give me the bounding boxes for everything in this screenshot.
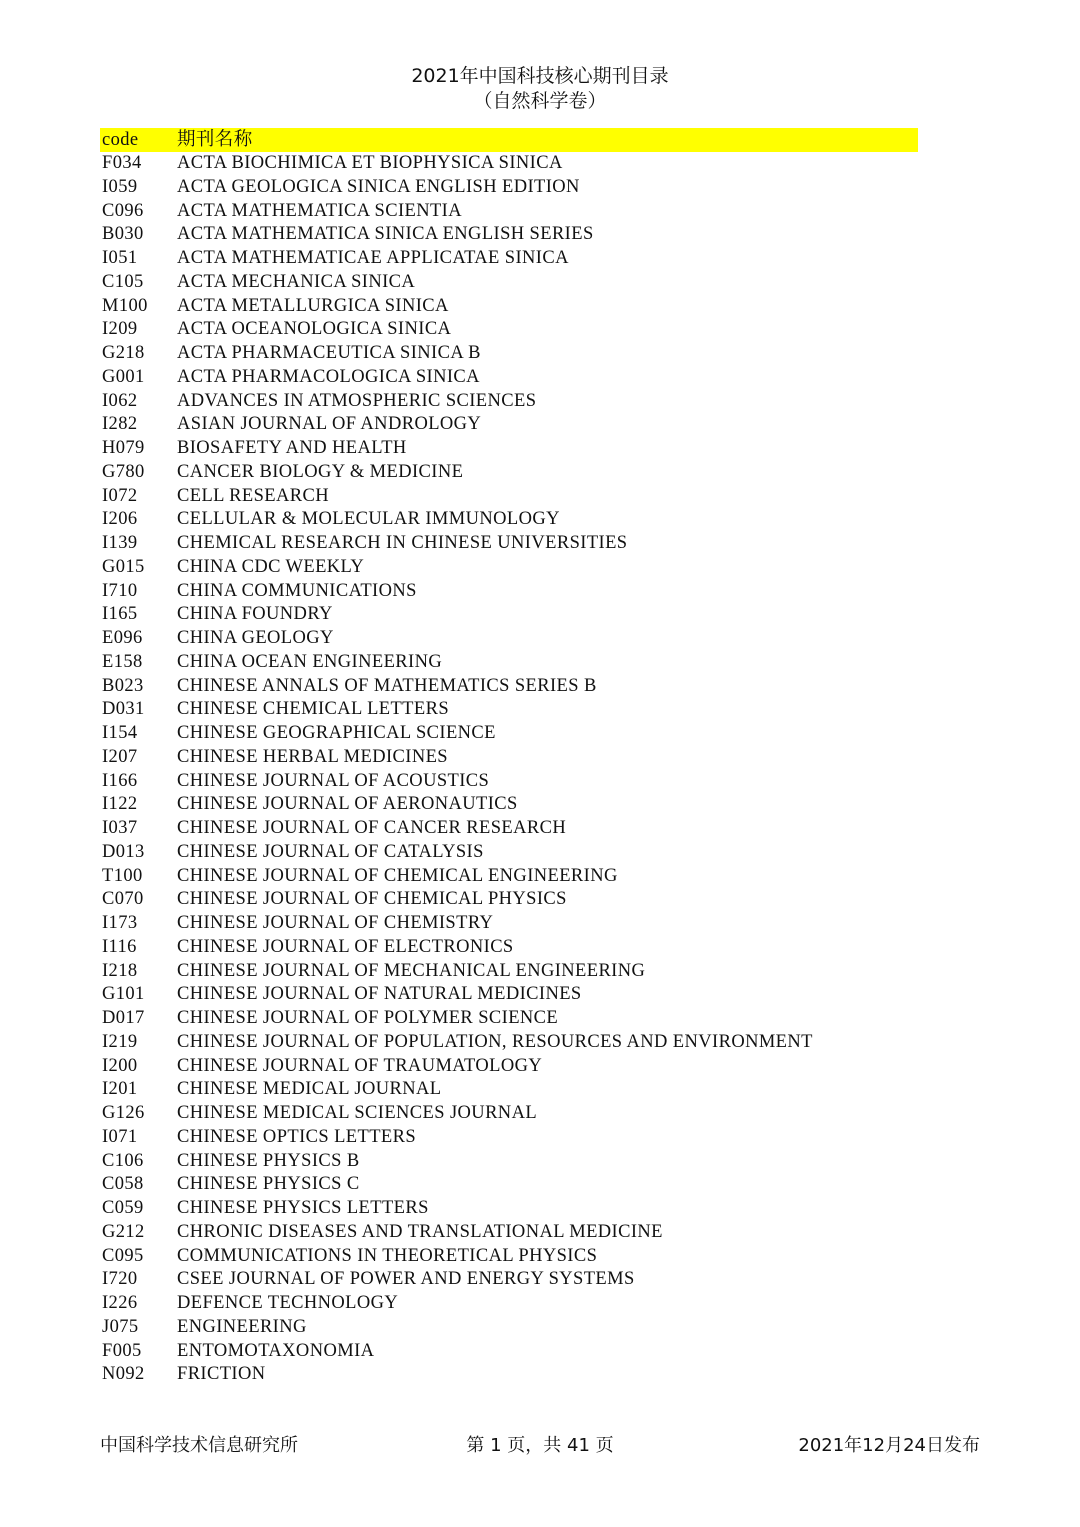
journal-code: I209 xyxy=(102,319,138,340)
journal-code: E096 xyxy=(102,628,143,648)
table-row xyxy=(100,390,918,414)
journal-code: I218 xyxy=(102,960,138,981)
table-row xyxy=(100,413,918,437)
table-row xyxy=(100,793,918,817)
table-row xyxy=(100,152,918,176)
journal-code: I219 xyxy=(102,1031,138,1052)
journal-code: J075 xyxy=(102,1316,139,1337)
journal-code: I166 xyxy=(102,770,138,791)
page-footer xyxy=(0,1433,1080,1459)
journal-name: CHINESE JOURNAL OF CATALYSIS xyxy=(177,841,484,862)
journal-code: I200 xyxy=(102,1055,138,1076)
journal-name: CHINESE ANNALS OF MATHEMATICS SERIES B xyxy=(177,675,597,696)
journal-name: CHINESE PHYSICS B xyxy=(177,1150,360,1171)
journal-code: B030 xyxy=(102,224,144,245)
journal-name: CHINESE JOURNAL OF POLYMER SCIENCE xyxy=(177,1008,559,1028)
table-row xyxy=(100,936,918,960)
journal-name: COMMUNICATIONS IN THEORETICAL PHYSICS xyxy=(177,1245,598,1266)
table-body xyxy=(100,152,918,1387)
journal-name: CELLULAR & MOLECULAR IMMUNOLOGY xyxy=(177,509,560,530)
journal-code: I071 xyxy=(102,1126,138,1147)
journal-code: T100 xyxy=(102,865,143,886)
journal-name: CHINA CDC WEEKLY xyxy=(177,556,365,577)
table-row xyxy=(100,651,918,675)
journal-name: CHINESE PHYSICS LETTERS xyxy=(177,1198,429,1218)
journal-name: ADVANCES IN ATMOSPHERIC SCIENCES xyxy=(177,390,537,411)
journal-code: D017 xyxy=(102,1008,145,1028)
journal-code: I201 xyxy=(102,1079,138,1100)
table-row xyxy=(100,556,918,580)
journal-name: CHINESE JOURNAL OF TRAUMATOLOGY xyxy=(177,1055,543,1076)
journal-name: CHINA OCEAN ENGINEERING xyxy=(177,651,443,672)
journal-code: I072 xyxy=(102,485,138,506)
journal-name: CHRONIC DISEASES AND TRANSLATIONAL MEDICINE xyxy=(177,1221,663,1242)
journal-name: CHINESE JOURNAL OF ELECTRONICS xyxy=(177,936,514,957)
table-row xyxy=(100,770,918,794)
journal-code: F005 xyxy=(102,1340,142,1361)
journal-name: CHINESE CHEMICAL LETTERS xyxy=(177,699,450,720)
journal-code: I206 xyxy=(102,509,138,530)
table-row xyxy=(100,176,918,200)
table-row xyxy=(100,1031,918,1055)
table-row xyxy=(100,746,918,770)
journal-name: BIOSAFETY AND HEALTH xyxy=(177,438,407,458)
table-row xyxy=(100,865,918,889)
footer-publisher: 中国科学技术信息研究所 xyxy=(100,1435,298,1456)
table-row xyxy=(100,437,918,461)
table-row xyxy=(100,508,918,532)
table-row xyxy=(100,1055,918,1079)
journal-name: CHINESE MEDICAL JOURNAL xyxy=(177,1079,442,1100)
journal-name: CHINESE JOURNAL OF MECHANICAL ENGINEERING xyxy=(177,960,646,981)
journal-code: M100 xyxy=(102,295,148,316)
journal-code: I207 xyxy=(102,746,138,767)
table-row xyxy=(100,1245,918,1269)
journal-code: G212 xyxy=(102,1221,145,1242)
table-row xyxy=(100,318,918,342)
journal-code: G780 xyxy=(102,461,145,482)
document-header xyxy=(0,64,1080,114)
journal-name: CHINESE JOURNAL OF CHEMICAL ENGINEERING xyxy=(177,865,618,886)
table-row xyxy=(100,247,918,271)
journal-code: C096 xyxy=(102,200,144,221)
table-row xyxy=(100,1197,918,1221)
journal-name: CHINESE MEDICAL SCIENCES JOURNAL xyxy=(177,1103,538,1123)
table-row xyxy=(100,1126,918,1150)
journal-code: C095 xyxy=(102,1245,144,1266)
table-row xyxy=(100,888,918,912)
journal-code: B023 xyxy=(102,675,144,696)
table-row xyxy=(100,366,918,390)
journal-code: I226 xyxy=(102,1293,138,1313)
journal-code: C070 xyxy=(102,889,144,910)
journal-code: N092 xyxy=(102,1364,145,1385)
journal-name: ACTA GEOLOGICA SINICA ENGLISH EDITION xyxy=(177,176,580,197)
table-row xyxy=(100,1316,918,1340)
journal-name: ACTA PHARMACOLOGICA SINICA xyxy=(177,366,480,387)
journal-code: D031 xyxy=(102,699,145,720)
table-row xyxy=(100,1173,918,1197)
journal-name: ACTA MATHEMATICAE APPLICATAE SINICA xyxy=(177,248,569,268)
table-row xyxy=(100,1221,918,1245)
journal-name: ENGINEERING xyxy=(177,1316,307,1337)
journal-code: I173 xyxy=(102,913,138,933)
table-row xyxy=(100,841,918,865)
journal-code: C058 xyxy=(102,1174,144,1195)
journal-table xyxy=(100,128,918,1387)
journal-code: G015 xyxy=(102,556,145,577)
table-row xyxy=(100,675,918,699)
table-row xyxy=(100,1363,918,1387)
table-row xyxy=(100,1150,918,1174)
journal-name: CHINESE JOURNAL OF POPULATION, RESOURCES AND ENVIRONMENT xyxy=(177,1031,813,1052)
journal-name: CHEMICAL RESEARCH IN CHINESE UNIVERSITIES xyxy=(177,533,628,553)
journal-name: CHINESE GEOGRAPHICAL SCIENCE xyxy=(177,723,496,743)
journal-name: ACTA MECHANICA SINICA xyxy=(177,271,416,292)
journal-name: ASIAN JOURNAL OF ANDROLOGY xyxy=(177,414,482,435)
journal-code: C106 xyxy=(102,1150,144,1171)
journal-code: I282 xyxy=(102,414,138,435)
journal-code: I116 xyxy=(102,936,137,957)
journal-code: I154 xyxy=(102,723,138,743)
journal-code: G218 xyxy=(102,343,145,363)
table-row xyxy=(100,698,918,722)
document-title: 2021年中国科技核心期刊目录 xyxy=(411,65,669,87)
journal-name: ACTA PHARMACEUTICA SINICA B xyxy=(177,343,481,363)
journal-name: CHINESE JOURNAL OF CHEMICAL PHYSICS xyxy=(177,889,567,910)
column-header-code: code xyxy=(102,130,139,150)
document-subtitle: （自然科学卷） xyxy=(473,90,607,112)
table-row xyxy=(100,1007,918,1031)
journal-code: I059 xyxy=(102,176,138,197)
journal-name: CHINESE JOURNAL OF ACOUSTICS xyxy=(177,770,490,791)
journal-name: ACTA OCEANOLOGICA SINICA xyxy=(177,319,452,340)
table-row xyxy=(100,1268,918,1292)
table-row xyxy=(100,1078,918,1102)
journal-name: CSEE JOURNAL OF POWER AND ENERGY SYSTEMS xyxy=(177,1269,635,1290)
table-row xyxy=(100,722,918,746)
table-row xyxy=(100,295,918,319)
journal-name: CHINESE HERBAL MEDICINES xyxy=(177,746,448,767)
journal-code: I720 xyxy=(102,1269,138,1290)
journal-code: H079 xyxy=(102,438,145,458)
journal-code: F034 xyxy=(102,153,142,173)
table-row xyxy=(100,461,918,485)
journal-name: ACTA MATHEMATICA SINICA ENGLISH SERIES xyxy=(177,224,594,245)
journal-name: ACTA MATHEMATICA SCIENTIA xyxy=(177,200,462,221)
table-row xyxy=(100,603,918,627)
journal-code: C059 xyxy=(102,1198,144,1218)
footer-page-info: 第 1 页，共 41 页 xyxy=(466,1435,614,1456)
journal-name: ENTOMOTAXONOMIA xyxy=(177,1340,375,1361)
journal-name: CHINESE JOURNAL OF AERONAUTICS xyxy=(177,794,518,815)
journal-code: I062 xyxy=(102,390,138,411)
journal-name: CHINA FOUNDRY xyxy=(177,604,333,625)
table-row xyxy=(100,627,918,651)
journal-name: CHINESE JOURNAL OF NATURAL MEDICINES xyxy=(177,984,582,1005)
table-row xyxy=(100,912,918,936)
table-row xyxy=(100,817,918,841)
footer-date: 2021年12月24日发布 xyxy=(798,1435,980,1456)
table-row xyxy=(100,200,918,224)
journal-name: CHINA GEOLOGY xyxy=(177,628,334,648)
journal-name: CHINESE JOURNAL OF CHEMISTRY xyxy=(177,913,494,933)
journal-code: G101 xyxy=(102,984,145,1005)
journal-name: FRICTION xyxy=(177,1364,266,1385)
journal-code: I122 xyxy=(102,794,138,815)
journal-name: CHINA COMMUNICATIONS xyxy=(177,580,417,601)
journal-name: CHINESE JOURNAL OF CANCER RESEARCH xyxy=(177,818,567,838)
journal-name: CELL RESEARCH xyxy=(177,485,330,506)
journal-code: G001 xyxy=(102,366,145,387)
journal-code: D013 xyxy=(102,841,145,862)
table-row xyxy=(100,1340,918,1364)
table-row xyxy=(100,1102,918,1126)
journal-code: I165 xyxy=(102,604,138,625)
journal-code: C105 xyxy=(102,271,144,292)
journal-name: CHINESE PHYSICS C xyxy=(177,1174,360,1195)
journal-code: E158 xyxy=(102,651,143,672)
journal-code: I037 xyxy=(102,818,138,838)
journal-name: ACTA METALLURGICA SINICA xyxy=(177,295,449,316)
table-row xyxy=(100,580,918,604)
journal-name: CANCER BIOLOGY & MEDICINE xyxy=(177,461,464,482)
journal-code: I139 xyxy=(102,533,138,553)
table-row xyxy=(100,485,918,509)
journal-name: CHINESE OPTICS LETTERS xyxy=(177,1126,417,1147)
journal-code: I710 xyxy=(102,580,138,601)
table-row xyxy=(100,532,918,556)
column-header-name: 期刊名称 xyxy=(177,130,253,150)
journal-code: G126 xyxy=(102,1103,145,1123)
table-row xyxy=(100,960,918,984)
table-row xyxy=(100,1292,918,1316)
table-header-row xyxy=(100,128,918,152)
table-row xyxy=(100,271,918,295)
journal-code: I051 xyxy=(102,248,138,268)
journal-name: DEFENCE TECHNOLOGY xyxy=(177,1293,399,1313)
table-row xyxy=(100,223,918,247)
table-row xyxy=(100,983,918,1007)
table-row xyxy=(100,342,918,366)
journal-name: ACTA BIOCHIMICA ET BIOPHYSICA SINICA xyxy=(177,153,563,173)
